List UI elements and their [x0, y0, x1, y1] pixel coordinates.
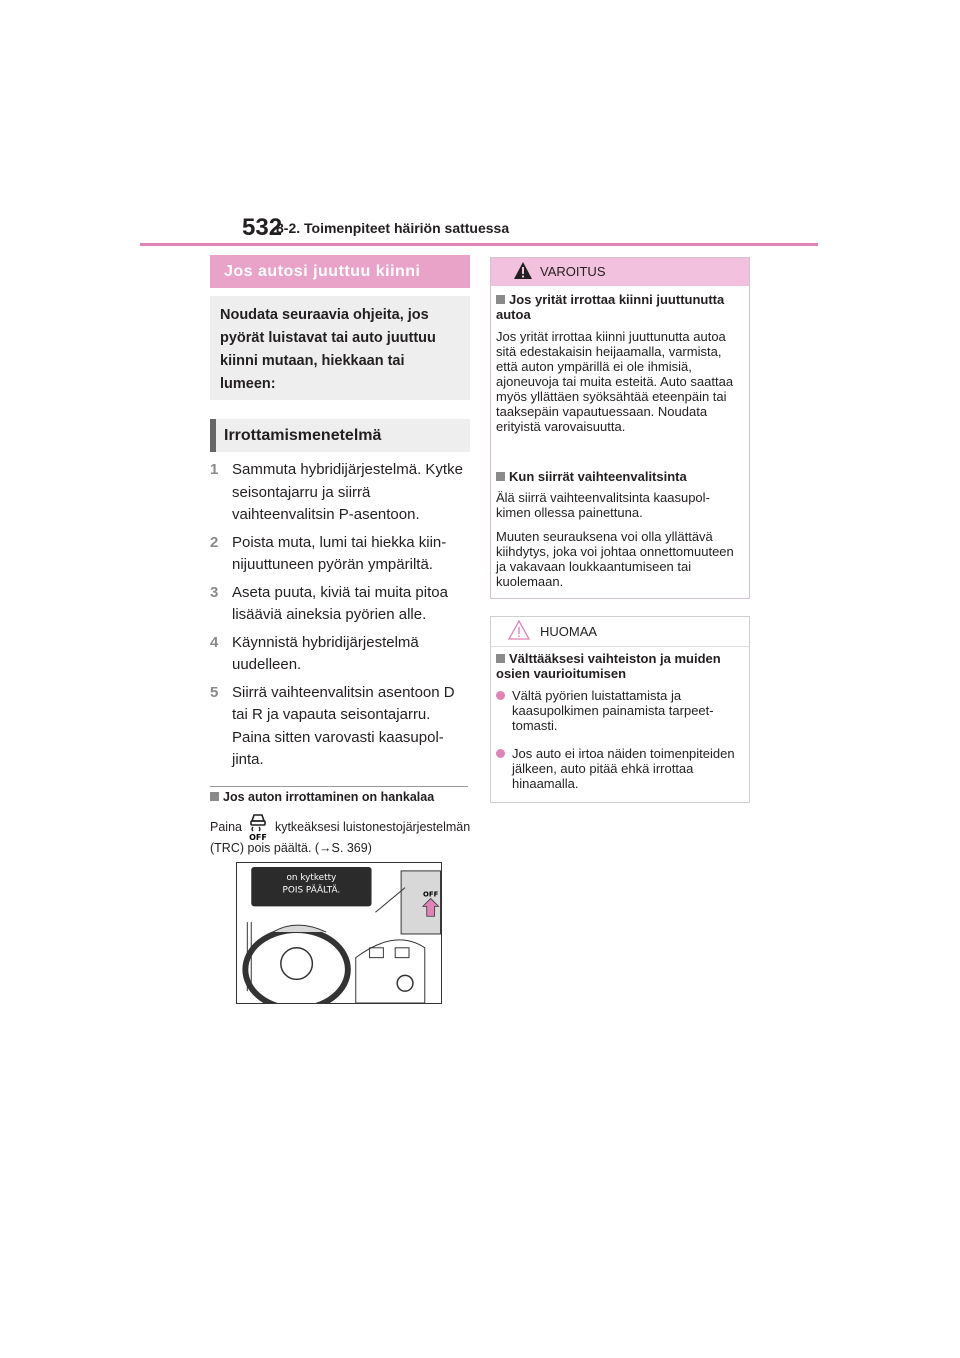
step-item [210, 632, 470, 677]
step-item [210, 682, 470, 772]
notice-label: HUOMAA [540, 624, 598, 639]
warning-heading-1 [496, 292, 740, 322]
warning-label: VAROITUS [540, 264, 606, 279]
notice-bullet-text: Vältä pyörien luistattamista ja kaasupolkimen painamista tarpeettomasti. [512, 688, 714, 733]
divider [210, 786, 468, 787]
square-bullet-icon [496, 654, 505, 663]
trc-off-icon [245, 813, 271, 841]
section-header: 8-2. Toimenpiteet häiriön sattuessa [276, 220, 510, 236]
warning-icon [514, 262, 532, 279]
notice-rule [491, 646, 749, 647]
square-bullet-icon [496, 295, 505, 304]
note-text-before: Paina [210, 820, 242, 834]
step-number: 1 [210, 461, 219, 478]
steps-list [210, 459, 470, 777]
step-item [210, 582, 470, 627]
notice-bullet [496, 746, 740, 796]
square-bullet-icon [496, 472, 505, 481]
warning-paragraph: Jos yrität irrottaa kiinni juuttunutta autoa sitä edestakaisin heijaamalla, varmista, että auton ympärillä ei ole ihmisiä, ajoneuvoja tai muita esteitä. Auto saattaa myös yllättäen syöksähtää eteenpäin tai taaksepäin vapautuessaan. Noudata erityistä varovaisuutta. [496, 329, 734, 434]
step-text: Aseta puuta, kiviä tai muita pitoa lisääviä aineksia pyörien alle. [232, 583, 448, 623]
step-text: Poista muta, lumi tai hiekka kiinnijuuttuneen pyörän ympäriltä. [232, 533, 447, 573]
dashboard-illustration [236, 862, 442, 1004]
step-text: Siirrä vaihteenvalitsin asentoon D tai R ja vapauta seisontajarru. Paina sitten varovasti kaasupoljinta. [232, 683, 455, 768]
step-number: 4 [210, 633, 219, 651]
note-heading-text: Jos auton irrottaminen on hankalaa [223, 790, 435, 804]
step-number: 2 [210, 533, 219, 551]
display-line-1: on kytketty [286, 872, 337, 883]
notice-bullet [496, 688, 740, 738]
warning-heading-text: Kun siirrät vaihteenvalitsinta [509, 469, 687, 484]
step-number: 5 [210, 683, 219, 701]
warning-paragraph: Muuten seurauksena voi olla yllättävä kiihdytys, joka voi johtaa onnettomuuteen ja vakavaan loukkaantumiseen tai kuolemaan. [496, 529, 734, 589]
warning-heading-text: Jos yrität irrottaa kiinni juuttunutta autoa [496, 292, 725, 322]
display-line-2: POIS PÄÄLTÄ. [282, 885, 341, 896]
trc-off-label: OFF [249, 833, 268, 841]
caution-outline-icon [508, 620, 530, 640]
subsection-title: Irrottamismenetelmä [210, 419, 470, 452]
note-text-after: kytkeäksesi luistonestojärjestelmän (TRC) pois päältä. (→S. 369) [210, 820, 471, 855]
step-text: Käynnistä hybridijärjestelmä uudelleen. [232, 633, 419, 673]
step-item [210, 459, 470, 527]
step-text: Sammuta hybridijärjestelmä. Kytke seisontajarru ja siirrä vaihteenvalitsin P-asentoon. [232, 461, 463, 523]
warning-heading-2 [496, 469, 740, 484]
button-label: OFF [423, 890, 439, 899]
warning-paragraph: Älä siirrä vaihteenvalitsinta kaasupolkimen ollessa painettuna. [496, 490, 710, 520]
step-item [210, 532, 470, 577]
page-number: 532 [242, 214, 283, 241]
notice-heading-text: Välttääksesi vaihteiston ja muiden osien vaurioitumisen [496, 651, 721, 681]
note-heading [210, 790, 472, 804]
step-number: 3 [210, 583, 219, 601]
section-title: Jos autosi juuttuu kiinni [210, 255, 470, 288]
note-text [210, 813, 472, 856]
intro-text: Noudata seuraavia ohjeita, jos pyörät luistavat tai auto juuttuu kiinni mutaan, hiekkaan tai lumeen: [220, 307, 436, 392]
notice-bullet-text: Jos auto ei irtoa näiden toimenpiteiden jälkeen, auto pitää ehkä irrottaa hinaamalla. [512, 746, 735, 791]
square-bullet-icon [210, 792, 219, 801]
notice-heading [496, 651, 740, 681]
intro-box [210, 296, 470, 400]
header-rule [140, 243, 818, 246]
